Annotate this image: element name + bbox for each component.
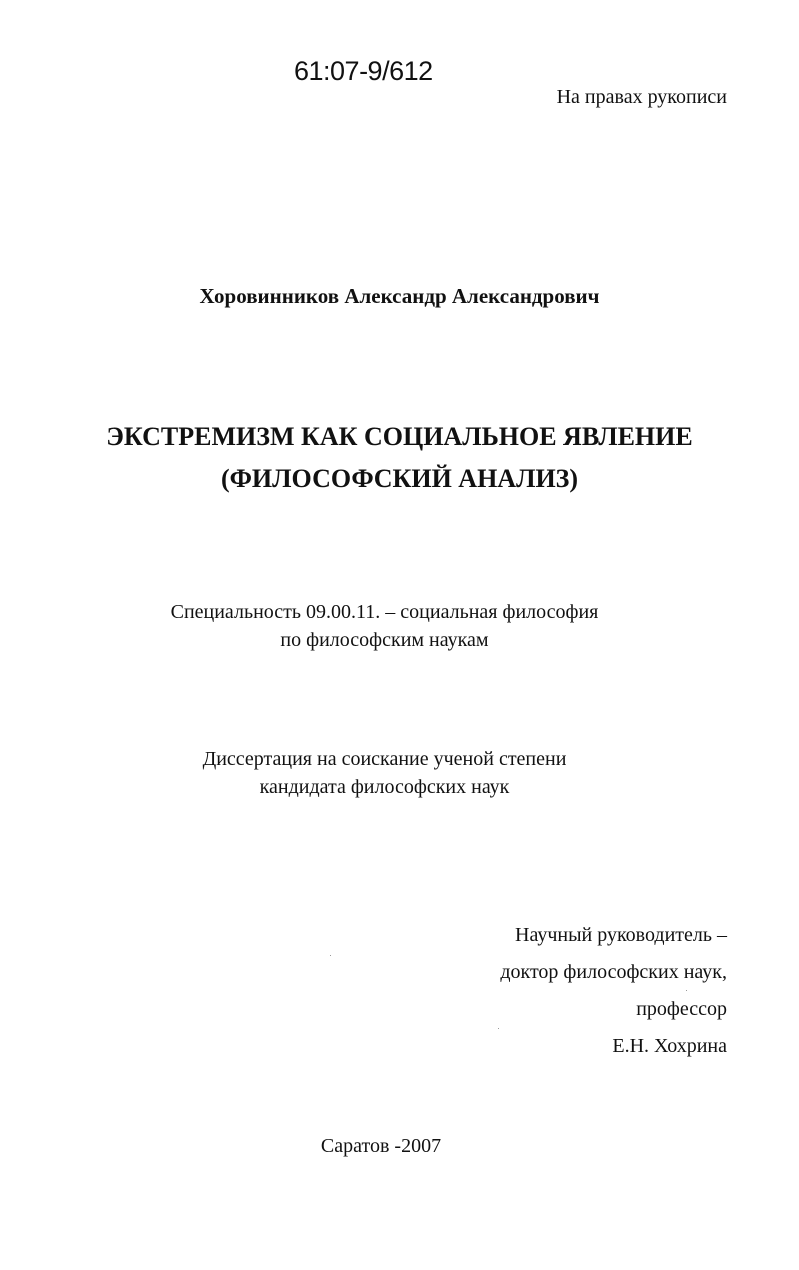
scan-speck bbox=[330, 955, 331, 956]
supervisor-role: Научный руководитель – bbox=[515, 924, 727, 946]
supervisor-rank: профессор bbox=[636, 998, 727, 1020]
specialty-line-2: по философским наукам bbox=[280, 629, 489, 651]
title-line-1: ЭКСТРЕМИЗМ КАК СОЦИАЛЬНОЕ ЯВЛЕНИЕ bbox=[106, 422, 693, 451]
catalog-code: 61:07-9/612 bbox=[294, 56, 433, 86]
supervisor-block bbox=[500, 917, 727, 1065]
city-year: Саратов -2007 bbox=[320, 1135, 442, 1157]
degree-block bbox=[0, 745, 769, 801]
dissertation-title bbox=[0, 416, 799, 500]
scan-speck bbox=[686, 990, 687, 991]
specialty-block bbox=[0, 598, 769, 654]
author-name: Хоровинников Александр Александрович bbox=[199, 284, 600, 308]
specialty-line-1: Специальность 09.00.11. – социальная философия bbox=[170, 601, 599, 623]
rights-notice: На правах рукописи bbox=[556, 86, 727, 108]
degree-line-2: кандидата философских наук bbox=[259, 776, 510, 798]
degree-line-1: Диссертация на соискание ученой степени bbox=[202, 748, 567, 770]
title-line-2: (ФИЛОСОФСКИЙ АНАЛИЗ) bbox=[220, 464, 579, 493]
supervisor-degree: доктор философских наук, bbox=[500, 961, 727, 983]
scan-speck bbox=[498, 1028, 499, 1029]
supervisor-name: Е.Н. Хохрина bbox=[612, 1035, 727, 1057]
